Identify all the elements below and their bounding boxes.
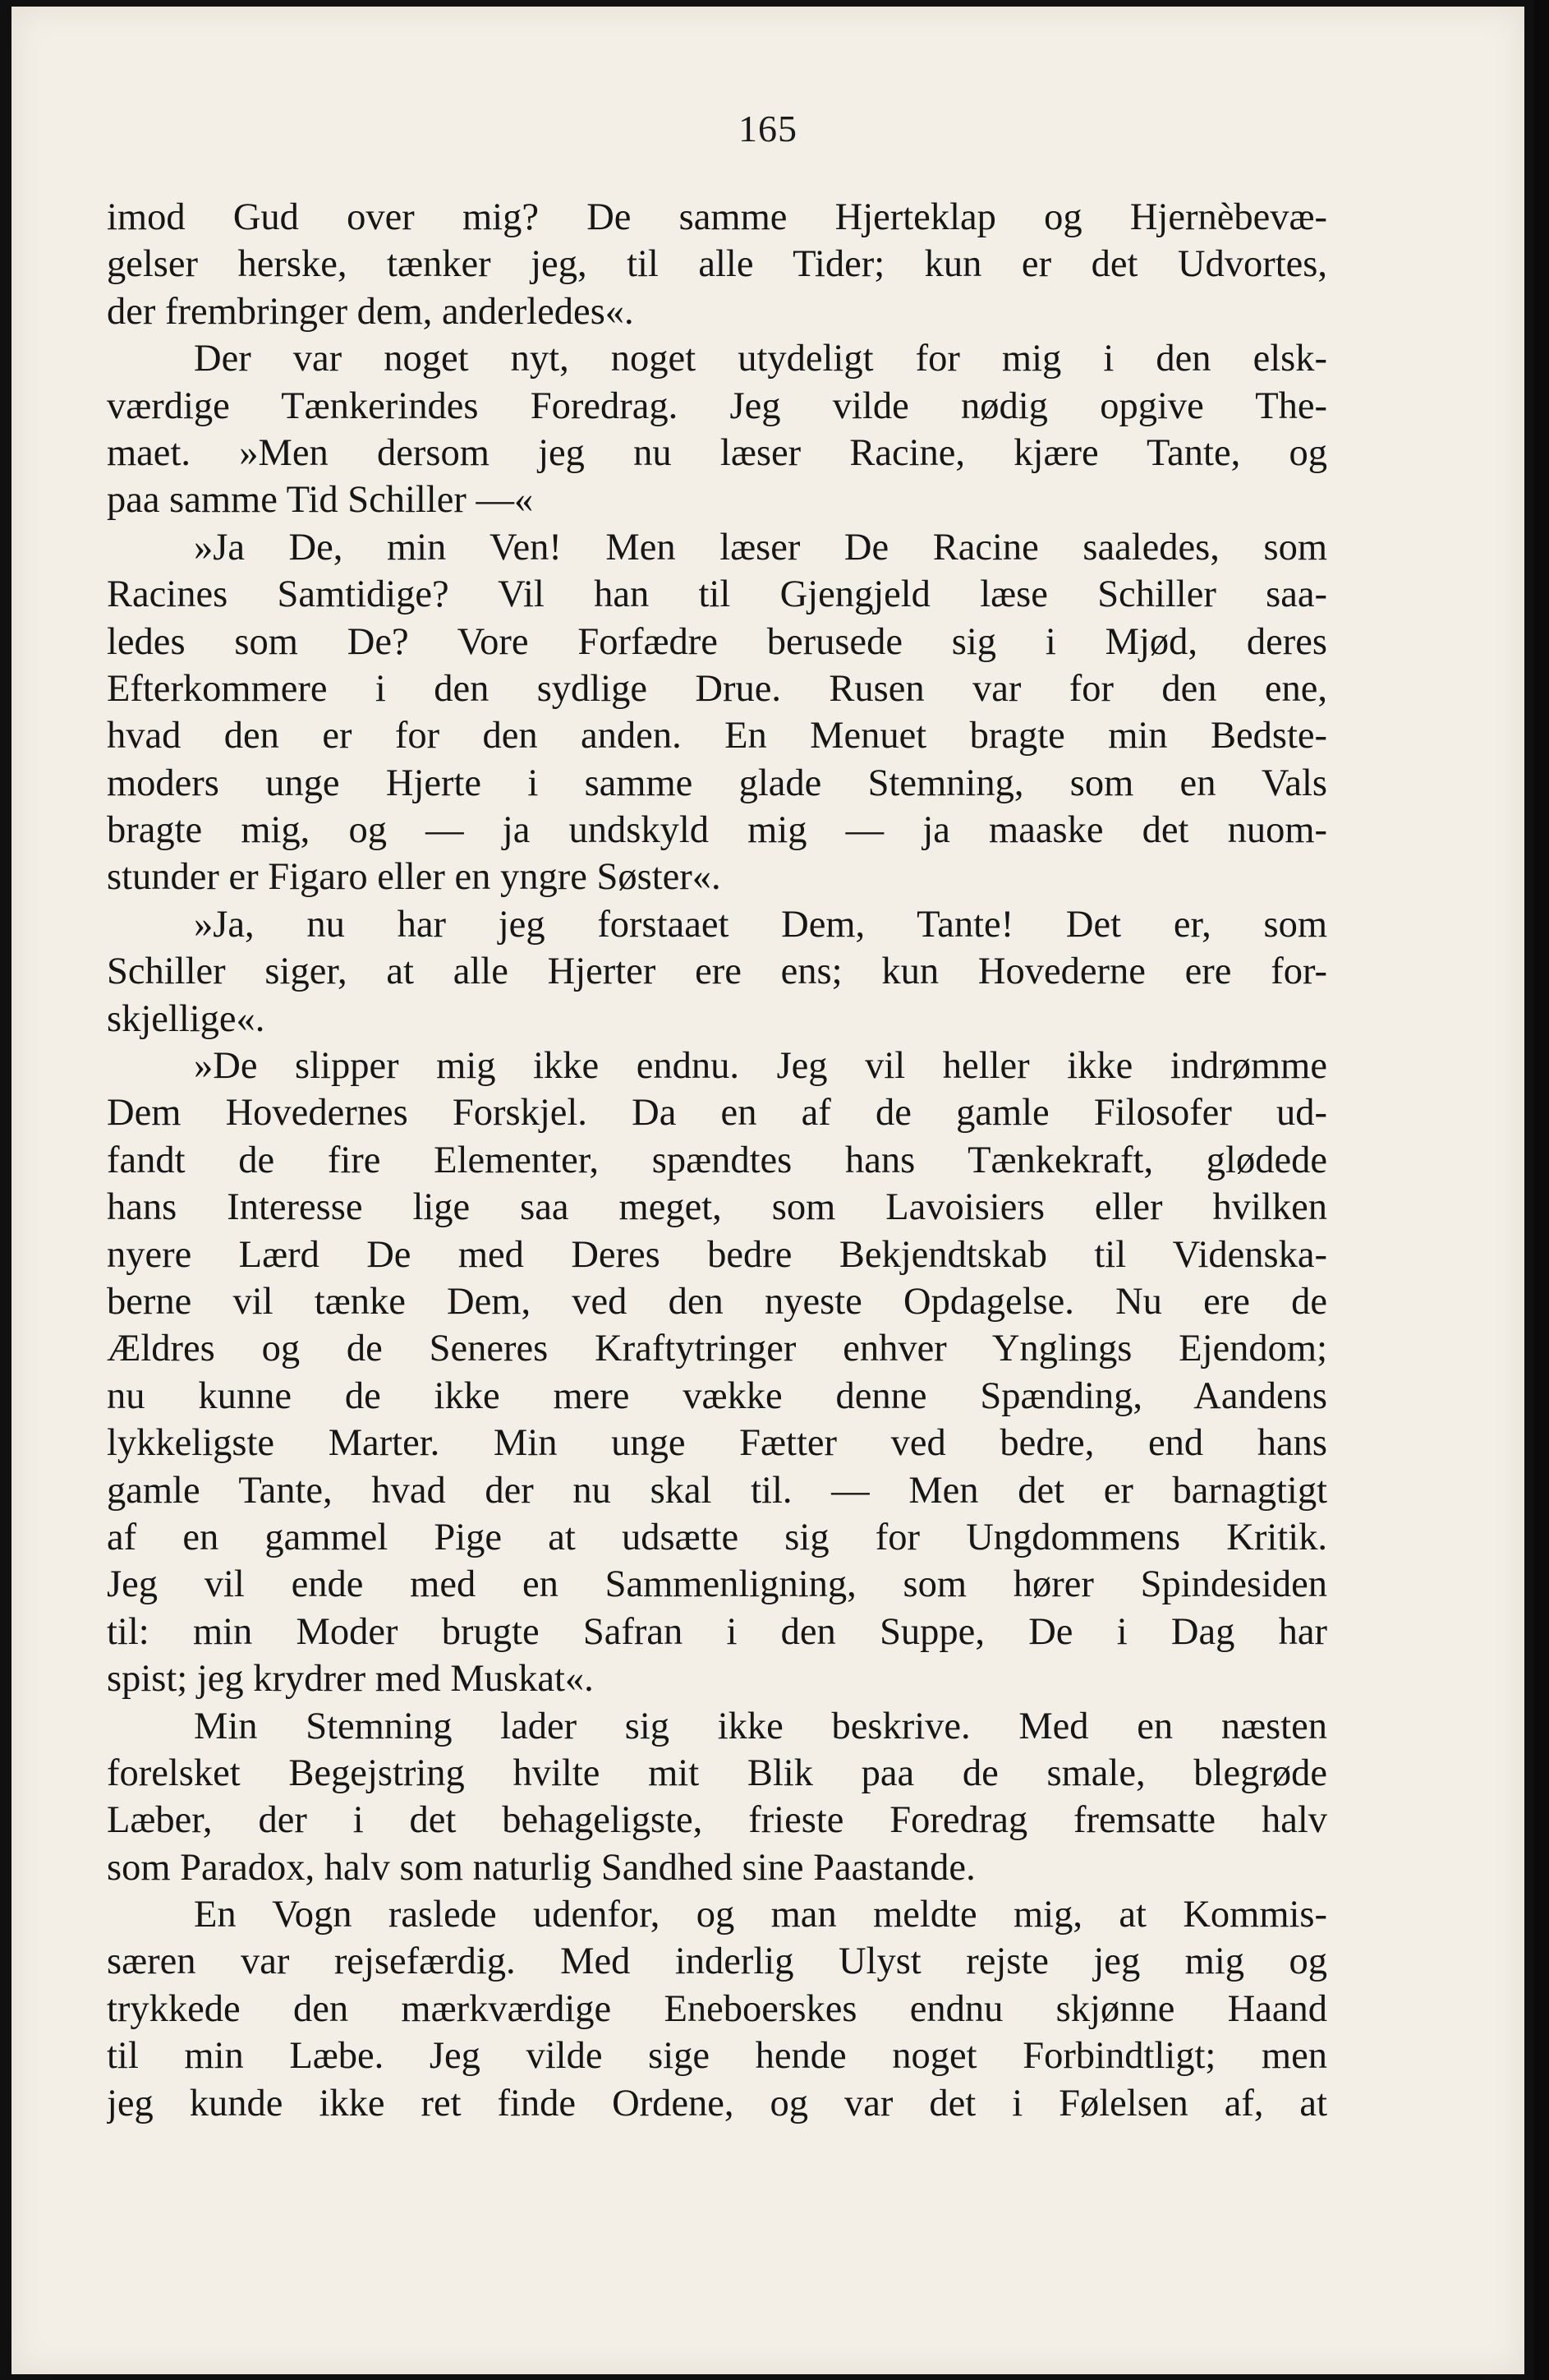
text-line: fandt de fire Elementer, spændtes hans Tænkekraft, glødede [107,1139,1327,1181]
text-line: skjellige«. [107,997,265,1040]
text-line: berne vil tænke Dem, ved den nyeste Opdagelse. Nu ere de [107,1280,1327,1323]
text-line: moders unge Hjerte i samme glade Stemning, som en Vals [107,762,1327,804]
text-line: hvad den er for den anden. En Menuet bragte min Bedste- [107,715,1327,757]
text-line: til min Læbe. Jeg vilde sige hende noget Forbindtligt; men [107,2035,1327,2078]
text-line: nu kunne de ikke mere vække denne Spænding, Aandens [107,1374,1327,1417]
text-line: som Paradox, halv som naturlig Sandhed sine Paastande. [107,1846,976,1889]
text-line: stunder er Figaro eller en yngre Søster«. [107,856,721,899]
text-line: værdige Tænkerindes Foredrag. Jeg vilde nødig opgive The- [107,384,1327,427]
text-line: »De slipper mig ikke endnu. Jeg vil heller ikke indrømme [194,1045,1327,1088]
text-line: Racines Samtidige? Vil han til Gjengjeld læse Schiller saa- [107,573,1327,616]
text-line: Min Stemning lader sig ikke beskrive. Med en næsten [194,1705,1327,1747]
text-line: Efterkommere i den sydlige Drue. Rusen var for den ene, [107,667,1327,710]
text-line: trykkede den mærkværdige Eneboerskes endnu skjønne Haand [107,1987,1327,2030]
scan-edge [1534,0,1549,2380]
text-line: paa samme Tid Schiller —« [107,479,534,522]
text-line: nyere Lærd De med Deres bedre Bekjendtskab til Videnska- [107,1233,1327,1276]
text-line: der frembringer dem, anderledes«. [107,290,634,333]
text-line: jeg kunde ikke ret finde Ordene, og var det i Følelsen af, at [107,2082,1327,2125]
text-line: af en gammel Pige at udsætte sig for Ungdommens Kritik. [107,1516,1327,1558]
text-line: til: min Moder brugte Safran i den Suppe, De i Dag har [107,1610,1327,1653]
text-line: Læber, der i det behageligste, frieste Foredrag fremsatte halv [107,1799,1327,1842]
text-line: gamle Tante, hvad der nu skal til. — Men det er barnagtigt [107,1469,1327,1512]
text-line: Jeg vil ende med en Sammenligning, som hører Spindesiden [107,1563,1327,1606]
text-line: spist; jeg krydrer med Muskat«. [107,1658,594,1701]
page-number: 165 [738,108,797,150]
text-line: lykkeligste Marter. Min unge Fætter ved bedre, end hans [107,1422,1327,1465]
text-line: Der var noget nyt, noget utydeligt for mig i den elsk- [194,338,1327,380]
text-line: En Vogn raslede udenfor, og man meldte mig, at Kommis- [194,1894,1327,1936]
text-line: ledes som De? Vore Forfædre berusede sig i Mjød, deres [107,620,1327,663]
text-line: gelser herske, tænker jeg, til alle Tider; kun er det Udvortes, [107,243,1327,286]
text-line: forelsket Begejstring hvilte mit Blik paa de smale, blegrøde [107,1752,1327,1794]
text-line: særen var rejsefærdig. Med inderlig Ulyst rejste jeg mig og [107,1940,1327,1983]
text-line: hans Interesse lige saa meget, som Lavoisiers eller hvilken [107,1186,1327,1229]
text-line: »Ja, nu har jeg forstaaet Dem, Tante! Det er, som [194,903,1327,946]
text-line: Ældres og de Seneres Kraftytringer enhver Ynglings Ejendom; [107,1328,1327,1370]
text-line: Schiller siger, at alle Hjerter ere ens; kun Hovederne ere for- [107,951,1327,993]
book-page [11,7,1524,2374]
text-line: »Ja De, min Ven! Men læser De Racine saaledes, som [194,526,1327,569]
text-line: bragte mig, og — ja undskyld mig — ja maaske det nuom- [107,809,1327,852]
text-line: maet. »Men dersom jeg nu læser Racine, kjære Tante, og [107,431,1327,474]
body-text [107,194,1327,2127]
text-line: Dem Hovedernes Forskjel. Da en af de gamle Filosofer ud- [107,1092,1327,1135]
text-line: imod Gud over mig? De samme Hjerteklap og Hjernèbevæ- [107,196,1327,238]
